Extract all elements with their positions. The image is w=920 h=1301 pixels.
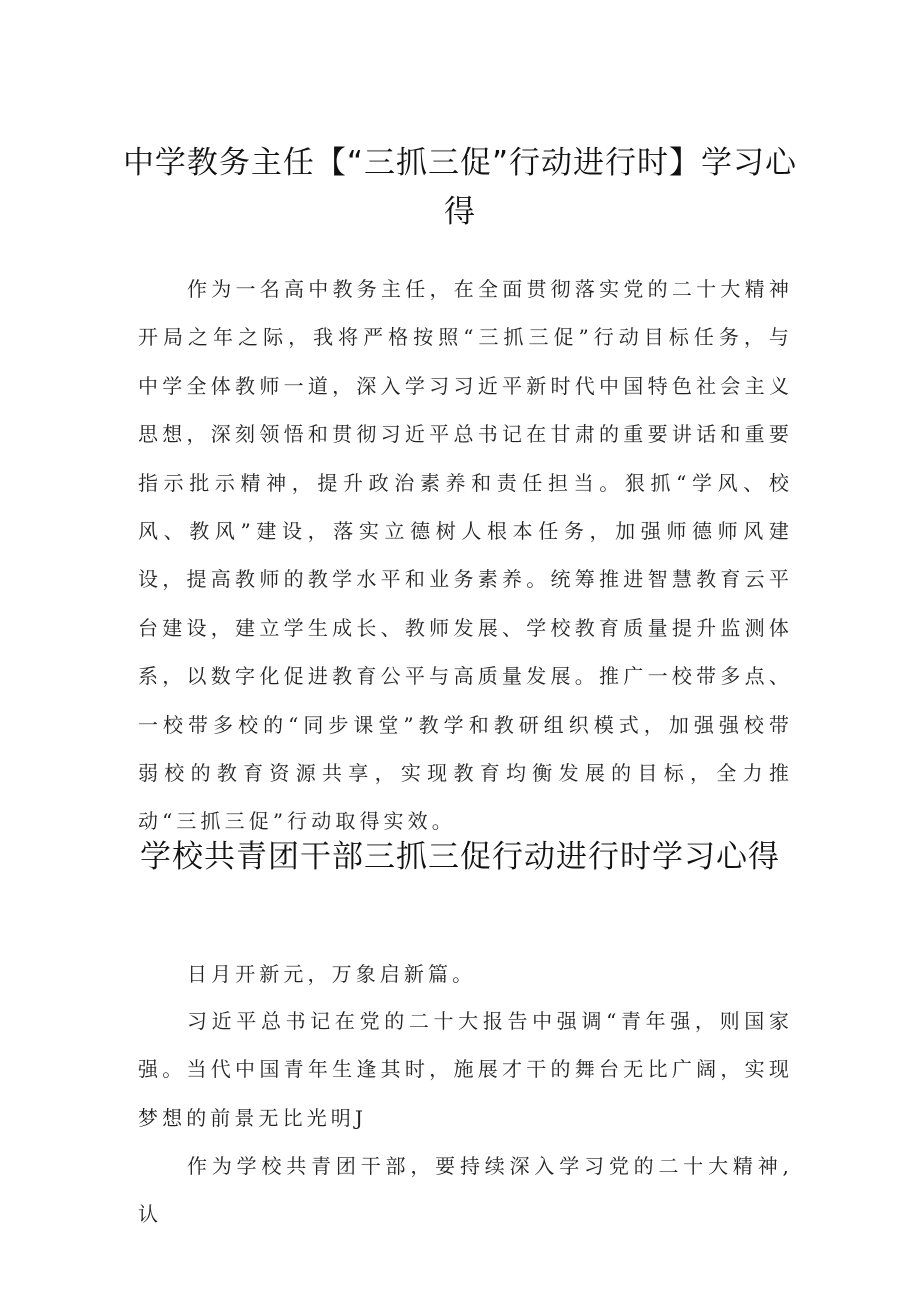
section-2-title: 学校共青团干部三抓三促行动进行时学习心得 bbox=[140, 839, 780, 875]
section-1-paragraph: 作为一名高中教务主任，在全面贯彻落实党的二十大精神开局之年之际，我将严格按照“三抓三促”行动目标任务，与中学全体教师一道，深入学习习近平新时代中国特色社会主义思想，深刻领悟和贯彻习近平总书记在甘肃的重要讲话和重要指示批示精神，提升政治素养和责任担当。狠抓“学风、校风、教风”建设，落实立德树人根本任务，加强师德师风建设，提高教师的教学水平和业务素养。统筹推进智慧教育云平台建设，建立学生成长、教师发展、学校教育质量提升监测体系，以数字化促进教育公平与高质量发展。推广一校带多点、一校带多校的“同步课堂”教学和教研组织模式，加强强校带弱校的教育资源共享，实现教育均衡发展的目标，全力推动“三抓三促”行动取得实效。 bbox=[138, 277, 793, 834]
section-1-title: 中学教务主任【“三抓三促”行动进行时】学习心得 bbox=[122, 145, 798, 230]
section-2-paragraph-2: 习近平总书记在党的二十大报告中强调“青年强，则国家强。当代中国青年生逢其时，施展才干的舞台无比广阔，实现梦想的前景无比光明J bbox=[138, 1009, 793, 1130]
section-2-paragraph-3: 作为学校共青团干部，要持续深入学习党的二十大精神,认 bbox=[138, 1154, 793, 1227]
section-2-paragraph-1: 日月开新元，万象启新篇。 bbox=[187, 962, 477, 986]
